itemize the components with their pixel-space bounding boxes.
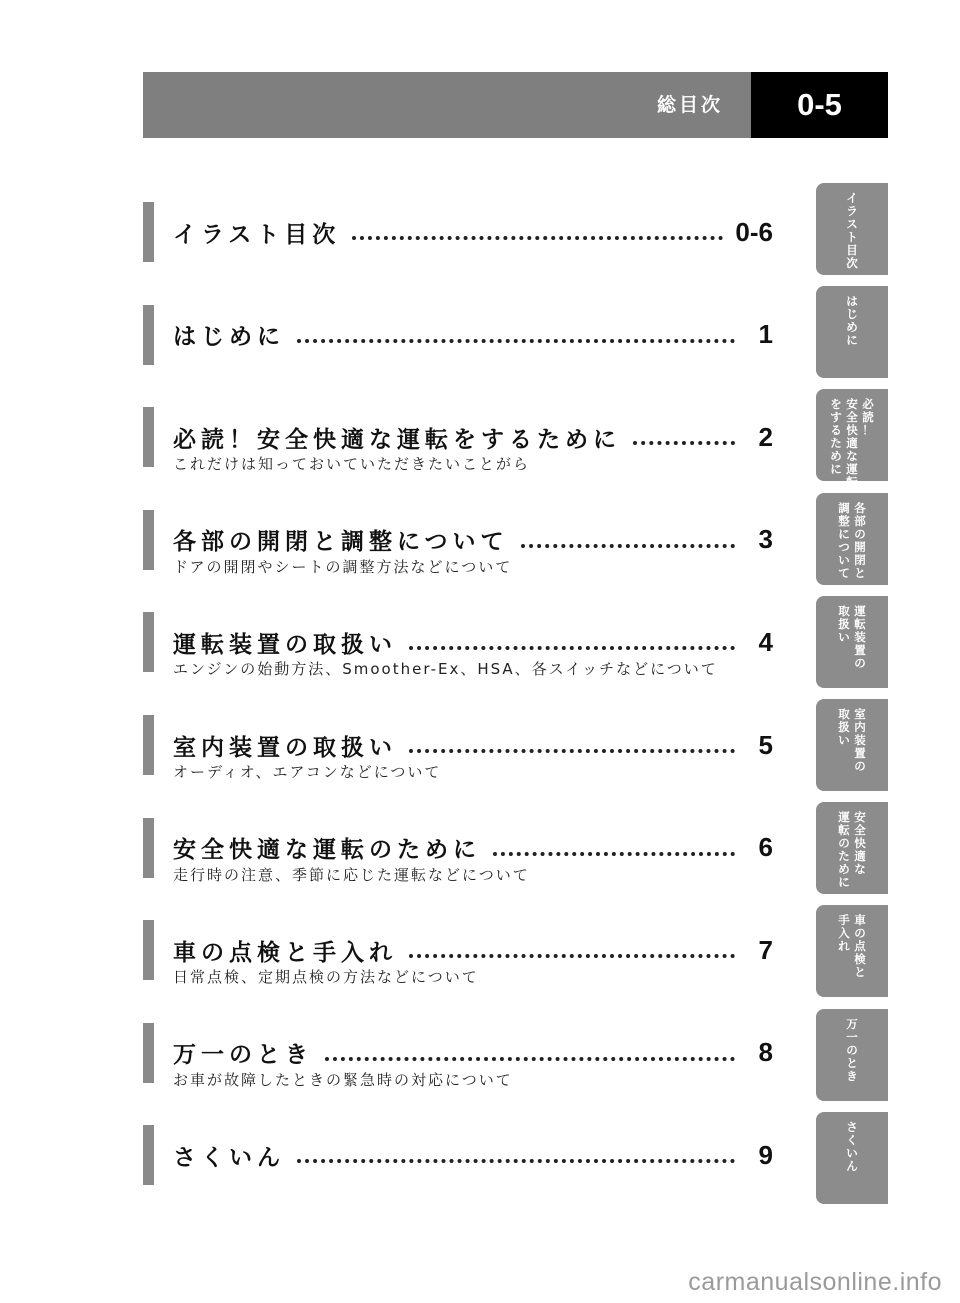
toc-entry[interactable] bbox=[143, 914, 773, 987]
side-tab[interactable] bbox=[816, 1009, 888, 1101]
side-tab-label: さ く い ん bbox=[846, 1119, 858, 1173]
toc-entry-row bbox=[173, 1137, 773, 1173]
toc-leader-dots bbox=[409, 646, 735, 650]
toc-entry[interactable] bbox=[143, 709, 773, 781]
side-tab[interactable] bbox=[816, 493, 888, 585]
toc-entry-page: 8 bbox=[758, 1037, 773, 1068]
toc-entry-title: 万一のとき bbox=[173, 1042, 313, 1069]
side-tab[interactable] bbox=[816, 699, 888, 791]
toc-entry-row bbox=[173, 214, 773, 250]
toc-entry-page: 0-6 bbox=[735, 216, 773, 247]
toc-entry-subtitle: エンジンの始動方法、Smoother-Ex、HSA、各スイッチなどについて bbox=[173, 660, 718, 679]
toc-entry-title: 運転装置の取扱い bbox=[173, 631, 397, 658]
toc-entry-row bbox=[173, 317, 773, 353]
side-tab-label: 取 扱 い bbox=[838, 603, 850, 644]
toc-leader-dots bbox=[409, 954, 735, 958]
toc-entry-bar bbox=[143, 1125, 154, 1185]
side-tab[interactable] bbox=[816, 183, 888, 275]
page-header bbox=[143, 72, 888, 138]
toc-entry-page: 4 bbox=[758, 626, 773, 657]
toc-entry-bar bbox=[143, 920, 154, 980]
toc-leader-dots bbox=[493, 852, 735, 856]
toc-entry-subtitle: お車が故障したときの緊急時の対応について bbox=[173, 1070, 513, 1089]
toc-entry-subtitle: ドアの開閉やシートの調整方法などについて bbox=[173, 557, 513, 576]
toc-entry[interactable] bbox=[143, 1119, 773, 1183]
toc-entry-row bbox=[173, 727, 773, 763]
side-tab[interactable] bbox=[816, 802, 888, 894]
side-tab-label: 調 整 に つ い て bbox=[838, 500, 850, 580]
toc-entry-page: 2 bbox=[758, 421, 773, 452]
side-tab-label: 運 転 の た め に bbox=[838, 810, 850, 890]
toc-entry-page: 5 bbox=[758, 729, 773, 760]
toc-entry[interactable] bbox=[143, 299, 773, 363]
toc-entry-title: イラスト目次 bbox=[173, 221, 341, 248]
toc-entry-bar bbox=[143, 202, 154, 262]
toc-leader-dots bbox=[297, 1159, 735, 1163]
side-tab-label: 手 入 れ bbox=[838, 913, 850, 954]
toc-entry-bar bbox=[143, 510, 154, 570]
toc-leader-dots bbox=[352, 236, 723, 240]
toc-entry-row bbox=[173, 1035, 773, 1071]
toc-entry-subtitle: 日常点検、定期点検の方法などについて bbox=[173, 968, 479, 987]
toc-entry-title: 車の点検と手入れ bbox=[173, 939, 397, 966]
toc-entry-bar bbox=[143, 407, 154, 467]
toc-entry-subtitle: これだけは知っておいていただきたいことがら bbox=[173, 455, 531, 474]
toc-leader-dots bbox=[409, 749, 735, 753]
side-tab-label: 安 全 快 適 な bbox=[854, 810, 866, 877]
toc-entry-bar bbox=[143, 1023, 154, 1083]
toc-entry-title: 室内装置の取扱い bbox=[173, 734, 397, 761]
side-tab[interactable] bbox=[816, 286, 888, 378]
toc-entry-bar bbox=[143, 818, 154, 878]
toc-entry[interactable] bbox=[143, 504, 773, 576]
toc-entry-page: 6 bbox=[758, 832, 773, 863]
toc-leader-dots bbox=[325, 1057, 735, 1061]
page-number: 0-5 bbox=[751, 72, 888, 138]
side-tab-label: 安 全 快 適 な 運 転 bbox=[846, 397, 858, 490]
side-tab-label: 各 部 の 開 閉 と bbox=[854, 500, 866, 580]
toc-entry[interactable] bbox=[143, 606, 773, 679]
toc-entry-bar bbox=[143, 612, 154, 672]
toc-entry[interactable] bbox=[143, 196, 773, 260]
toc-entry-row bbox=[173, 830, 773, 866]
toc-entry-page: 7 bbox=[758, 934, 773, 965]
toc-entry-page: 9 bbox=[758, 1139, 773, 1170]
side-tab[interactable] bbox=[816, 905, 888, 997]
toc-entry-subtitle: 走行時の注意、季節に応じた運転などについて bbox=[173, 865, 530, 884]
toc-entry-title: 各部の開閉と調整について bbox=[173, 529, 509, 556]
side-tab-label: 必 読 ！ bbox=[862, 397, 874, 438]
toc-entry[interactable] bbox=[143, 812, 773, 884]
side-tab-label: 万 一 の と き bbox=[846, 1016, 858, 1083]
side-tab-label: 車 の 点 検 と bbox=[854, 913, 866, 980]
toc-entry-title: 必読！安全快適な運転をするために bbox=[173, 426, 621, 453]
side-tab-label: 運 転 装 置 の bbox=[854, 603, 866, 670]
toc-entry-row bbox=[173, 522, 773, 558]
toc-entry-title: さくいん bbox=[173, 1144, 285, 1171]
toc-entry[interactable] bbox=[143, 401, 773, 474]
side-tab[interactable] bbox=[816, 1112, 888, 1204]
side-tab[interactable] bbox=[816, 389, 888, 490]
toc-entry[interactable] bbox=[143, 1017, 773, 1089]
toc-entry-title: はじめに bbox=[173, 324, 285, 351]
side-tab-label: は じ め に bbox=[846, 294, 858, 348]
watermark: carmanualsonline.info bbox=[688, 1268, 942, 1296]
side-tab[interactable] bbox=[816, 596, 888, 688]
side-tab-label: 室 内 装 置 の bbox=[854, 707, 866, 773]
side-tab-label: 取 扱 い bbox=[838, 707, 850, 747]
section-title: 総目次 bbox=[656, 94, 723, 116]
side-tab-label: を す る た め に bbox=[830, 397, 842, 477]
side-tab-label: イ ラ ス ト 目 次 bbox=[846, 191, 858, 270]
toc-entry-page: 1 bbox=[758, 319, 773, 350]
toc-entry-page: 3 bbox=[758, 524, 773, 555]
toc-entry-bar bbox=[143, 715, 154, 775]
toc-entry-title: 安全快適な運転のために bbox=[173, 837, 481, 864]
toc-entry-row bbox=[173, 624, 773, 660]
toc-leader-dots bbox=[521, 544, 735, 548]
toc-entry-row bbox=[173, 932, 773, 968]
toc-leader-dots bbox=[297, 339, 735, 343]
toc-leader-dots bbox=[633, 441, 735, 445]
toc-entry-row bbox=[173, 419, 773, 455]
toc-entry-subtitle: オーディオ、エアコンなどについて bbox=[173, 763, 442, 781]
toc-entry-bar bbox=[143, 305, 154, 365]
